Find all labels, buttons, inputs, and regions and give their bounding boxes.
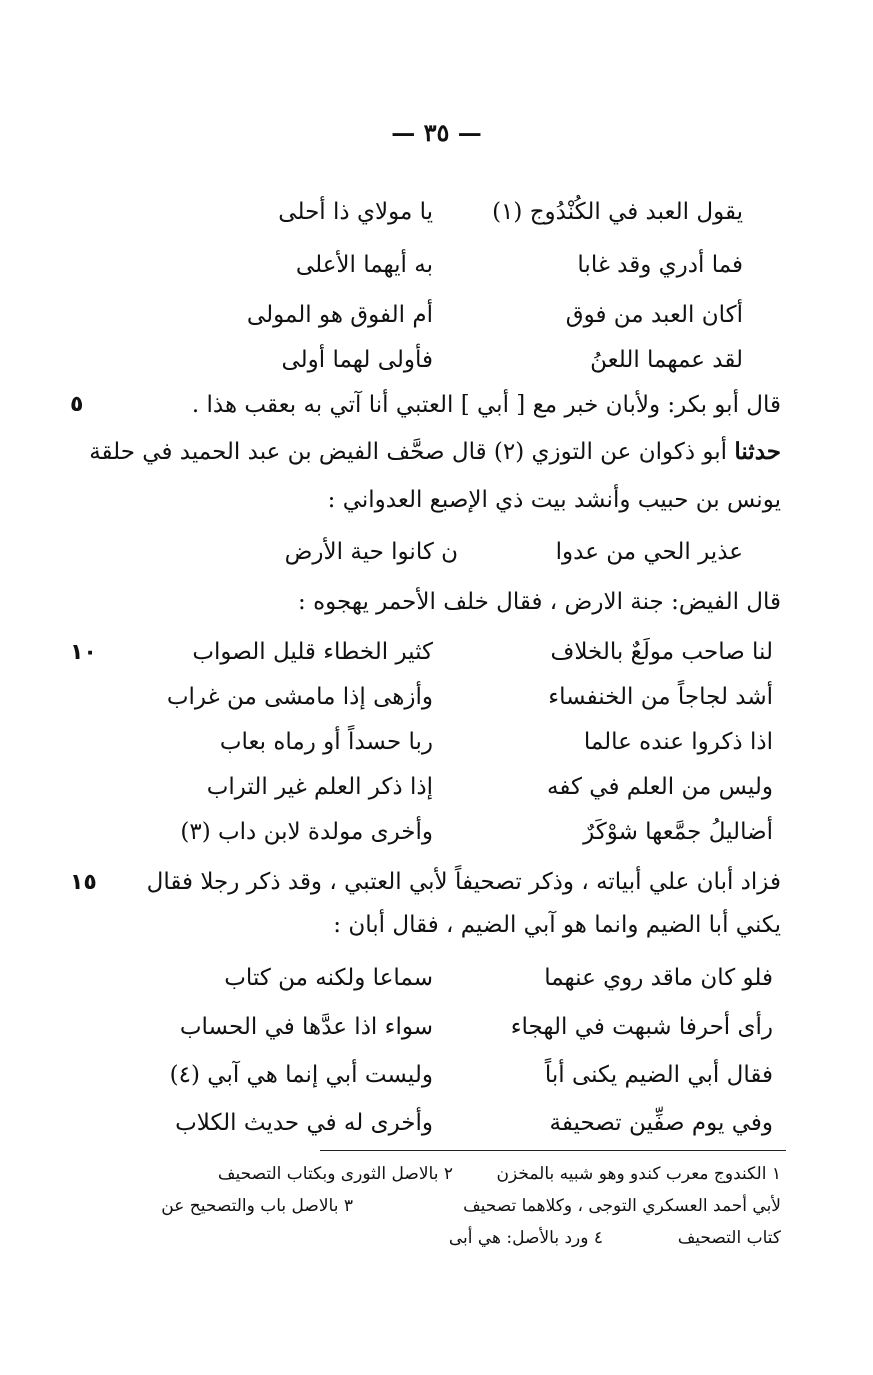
poem1-line3-hemistich2: أم الفوق هو المولى — [246, 302, 433, 328]
poem1-line4-hemistich1: لقد عمهما اللعنُ — [590, 347, 743, 373]
poem2-line5-hemistich1: أضاليلُ جمَّعها شوْكَرٌ — [583, 819, 773, 845]
poem2-line1-hemistich2: كثير الخطاء قليل الصواب — [192, 639, 433, 665]
poem2-line2-hemistich1: أشد لجاجاً من الخنفساء — [548, 684, 773, 710]
footnote-1: ١ الكندوج معرب كندو وهو شبيه بالمخزن — [496, 1164, 781, 1184]
verse-hemistich1: عذير الحي من عدوا — [555, 539, 743, 565]
prose-line: قال الفيض: جنة الارض ، فقال خلف الأحمر يهجوه : — [298, 589, 781, 615]
prose-line — [81, 432, 781, 472]
poem2-line5-hemistich2: وأخرى مولدة لابن داب (٣) — [180, 819, 433, 845]
footnote-2-continued: لأبي أحمد العسكري التوجى ، وكلاهما تصحيف — [463, 1196, 781, 1216]
poem1-line4-hemistich2: فأولى لهما أولى — [281, 347, 433, 373]
poem2-line4-hemistich2: إذا ذكر العلم غير التراب — [206, 774, 433, 800]
poem2-line1-hemistich1: لنا صاحب مولَعٌ بالخلاف — [550, 639, 773, 665]
footnote-2: ٢ بالاصل الثورى وبكتاب التصحيف — [217, 1164, 453, 1184]
poem3-line4-hemistich1: وفي يوم صفِّين تصحيفة — [549, 1110, 773, 1136]
prose-line: يونس بن حبيب وأنشد بيت ذي الإصبع العدواني : — [327, 487, 781, 513]
verse-hemistich2: ن كانوا حية الأرض — [284, 539, 458, 565]
poem2-line3-hemistich1: اذا ذكروا عنده عالما — [583, 729, 773, 755]
poem3-line2-hemistich2: سواء اذا عدَّها في الحساب — [179, 1014, 433, 1040]
poem1-line1-hemistich1: يقول العبد في الكُنْدُوج (١) — [492, 199, 743, 225]
poem2-line2-hemistich2: وأزهى إذا مامشى من غراب — [166, 684, 433, 710]
prose-line: يكني أبا الضيم وانما هو آبي الضيم ، فقال أبان : — [333, 912, 781, 938]
footnote-4: ٤ ورد بالأصل: هي أبى — [448, 1228, 603, 1248]
prose-line: قال أبو بكر: ولأبان خبر مع [ أبي ] العتبي أنا آتي به بعقب هذا . — [191, 392, 781, 418]
poem3-line3-hemistich1: فقال أبي الضيم يكنى أباً — [544, 1062, 773, 1088]
poem3-line4-hemistich2: وأخرى له في حديث الكلاب — [175, 1110, 433, 1136]
prose-line-text: أبو ذكوان عن التوزي (٢) قال صحَّف الفيض بن عبد الحميد في حلقة — [89, 439, 735, 465]
poem3-line3-hemistich2: وليست أبي إنما هي آبي (٤) — [169, 1062, 433, 1088]
poem3-line1-hemistich1: فلو كان ماقد روي عنهما — [544, 965, 773, 991]
poem3-line1-hemistich2: سماعا ولكنه من كتاب — [224, 965, 433, 991]
hadith-lead-word: حدثنا — [734, 438, 781, 465]
page-number: — ٣٥ — — [391, 118, 482, 147]
poem1-line3-hemistich1: أكان العبد من فوق — [565, 302, 743, 328]
poem1-line1-hemistich2: يا مولاي ذا أحلى — [278, 199, 433, 225]
poem3-line2-hemistich1: رأى أحرفا شبهت في الهجاء — [510, 1014, 773, 1040]
prose-line: فزاد أبان علي أبياته ، وذكر تصحيفاً لأبي العتبي ، وقد ذكر رجلا فقال — [146, 869, 781, 895]
poem2-line4-hemistich1: وليس من العلم في كفه — [547, 774, 773, 800]
footnote-divider — [320, 1150, 786, 1151]
poem2-line3-hemistich2: ربا حسداً أو رماه بعاب — [219, 729, 433, 755]
margin-line-number: ٥ — [70, 392, 84, 417]
footnote-3: ٣ بالاصل باب والتصحيح عن — [161, 1196, 353, 1216]
poem1-line2-hemistich2: به أيهما الأعلى — [295, 252, 433, 278]
footnote-3-continued: كتاب التصحيف — [677, 1228, 781, 1248]
poem1-line2-hemistich1: فما أدري وقد غابا — [577, 252, 743, 278]
margin-line-number: ١٠ — [70, 640, 97, 665]
margin-line-number: ١٥ — [70, 870, 97, 895]
